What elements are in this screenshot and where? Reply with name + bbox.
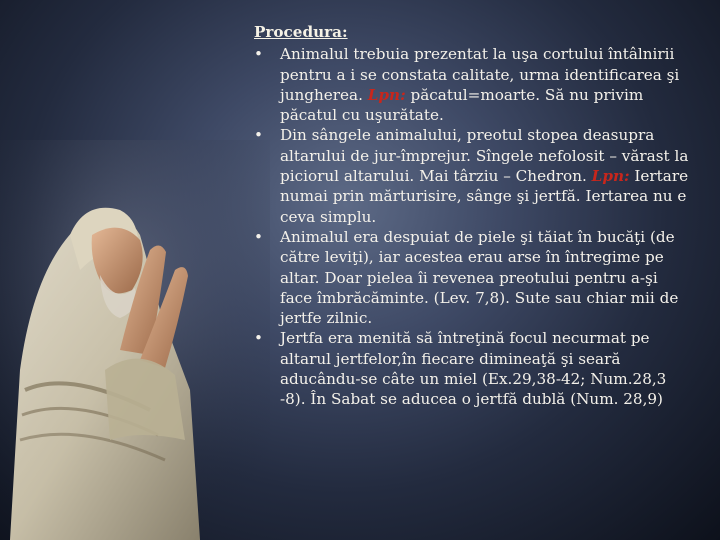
item-text: Jertfa era menită să întreţină focul necurmat pe altarul jertfelor,în fiecare dimineaţă şi seară aducându-se câte un miel (Ex.29,38-42; Num.28,3 -8). În Sabat se aducea o jertfă dublă (Num. 28,9) [280, 329, 667, 409]
list-item [254, 328, 694, 409]
item-text: Iertare numai prin mărturisire, sânge şi jertfă. Iertarea nu e ceva simplu. [280, 167, 689, 226]
procedure-list [254, 44, 694, 409]
bullet-icon: • [254, 329, 263, 348]
lpn-label: Lpn: [591, 167, 630, 186]
item-text: Din sângele animalului, preotul stopea deasupra altarului de jur-împrejur. Sîngele nefolosit – vărast la piciorul altarului. Mai târziu – Chedron. [280, 126, 689, 186]
section-heading: Procedura: [254, 23, 348, 41]
list-item [254, 125, 694, 226]
bullet-icon: • [254, 126, 263, 145]
list-item [254, 227, 694, 328]
bullet-icon: • [254, 45, 263, 64]
item-text: păcatul=moarte. Să nu privim păcatul cu uşurătate. [280, 85, 644, 125]
lpn-label: Lpn: [367, 85, 406, 104]
item-text: Animalul trebuia prezentat la uşa cortului întâlnirii pentru a i se constata calitate, urma identificarea şi jungherea. [280, 45, 680, 104]
bullet-icon: • [254, 227, 263, 246]
item-text: Animalul era despuiat de piele şi tăiat în bucăţi (de către leviţi), iar acestea erau arse în întregime pe altar. Doar pielea îi revenea preotului pentru a-şi face îmbrăcăminte. (Lev. 7,8). Sute sau chiar mii de jertfe zilnic. [280, 227, 679, 328]
list-item [254, 44, 694, 125]
praying-man-illustration [0, 140, 270, 540]
content-text-block [254, 22, 694, 410]
